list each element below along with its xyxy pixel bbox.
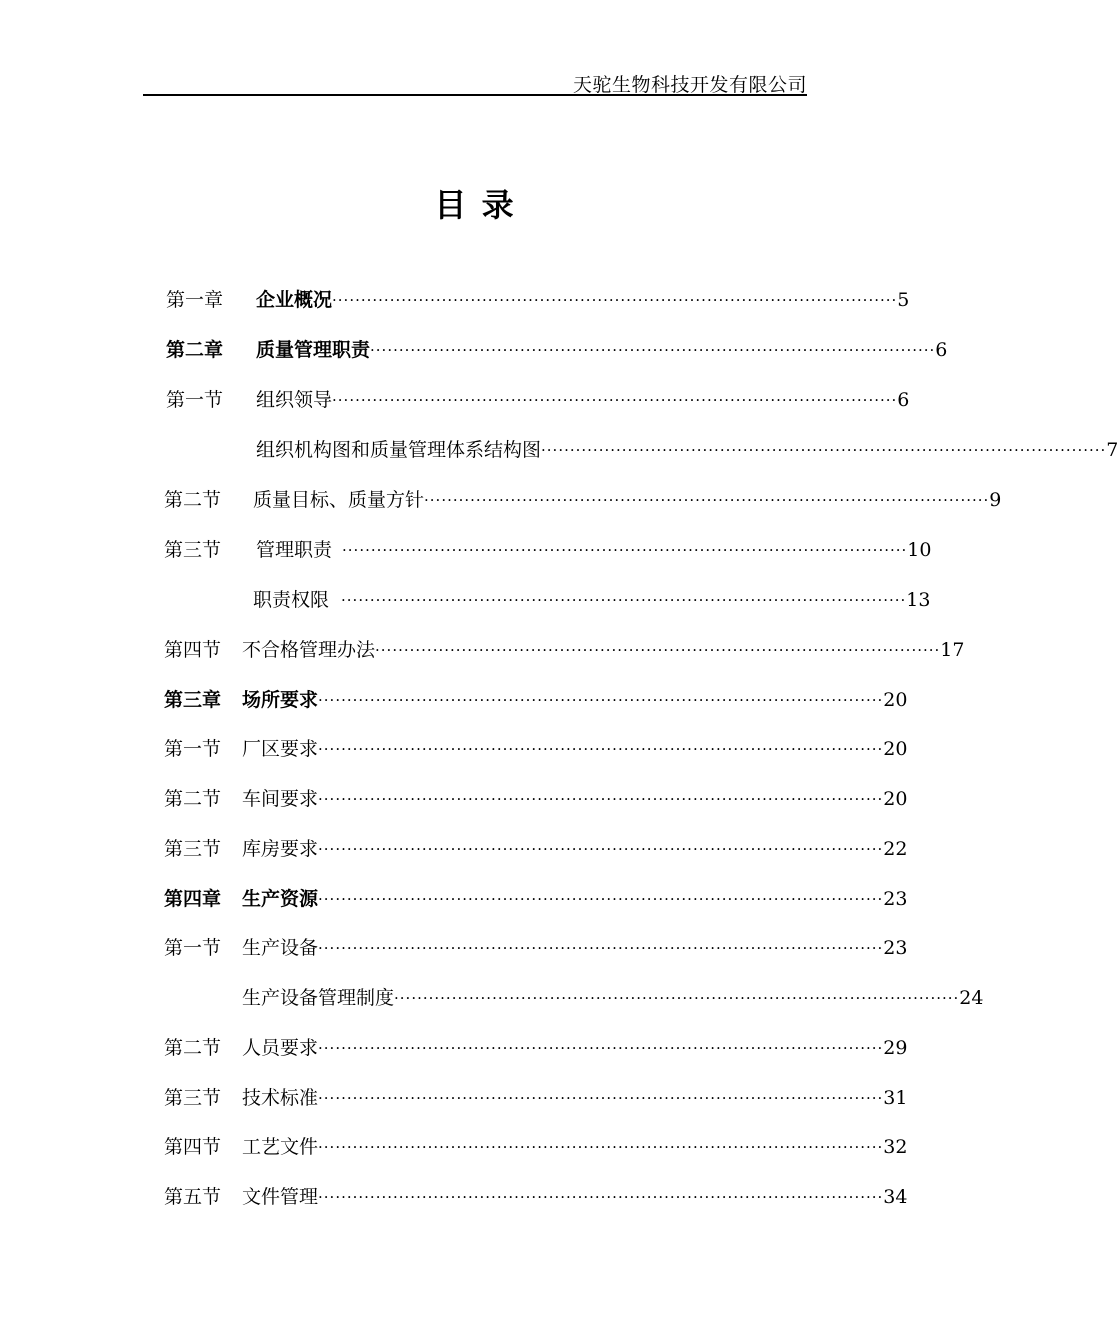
toc-entry[interactable] [242, 984, 984, 1012]
toc-entry-title: 厂区要求 [242, 738, 319, 760]
toc-leader: ·································································································· [318, 939, 884, 957]
toc-entry-title: 场所要求 [242, 689, 319, 711]
toc-entry-title: 质量目标、质量方针 [253, 489, 425, 511]
toc-leader: ·································································································· [332, 291, 898, 309]
toc-entry-page: 29 [883, 1037, 908, 1059]
company-name: 天驼生物科技开发有限公司 [572, 74, 807, 96]
toc-entry-page: 6 [897, 389, 910, 411]
toc-entry-title: 工艺文件 [242, 1136, 319, 1158]
toc-entry-page: 31 [883, 1087, 908, 1109]
toc-entry-title: 人员要求 [242, 1037, 319, 1059]
toc-leader: ·································································································· [318, 1138, 884, 1156]
toc-entry-title: 文件管理 [242, 1186, 319, 1208]
toc-entry[interactable] [164, 686, 908, 714]
toc-leader: ·································································································· [332, 391, 898, 409]
toc-entry-page: 5 [897, 289, 910, 311]
toc-entry[interactable] [253, 586, 931, 614]
toc-entry-label: 第三节 [164, 838, 222, 860]
toc-entry-title: 不合格管理办法 [242, 639, 376, 661]
toc-leader: ·································································································· [318, 890, 884, 908]
toc-entry-label: 第一节 [164, 738, 222, 760]
toc-entry[interactable] [256, 436, 1118, 464]
toc-entry-title: 车间要求 [242, 788, 319, 810]
toc-entry[interactable] [166, 336, 948, 364]
toc-entry[interactable] [164, 934, 908, 962]
toc-leader: ·································································································· [318, 1188, 884, 1206]
toc-entry-label: 第二节 [164, 489, 222, 511]
toc-entry-label: 第一节 [166, 389, 224, 411]
toc-entry-label: 第四节 [164, 1136, 222, 1158]
toc-entry-label: 第二章 [166, 339, 224, 361]
toc-leader: ·································································································· [541, 441, 1107, 459]
toc-entry-label: 第二节 [164, 1037, 222, 1059]
toc-entry-label: 第三节 [164, 539, 222, 561]
toc-entry-label: 第五节 [164, 1186, 222, 1208]
toc-entry[interactable] [164, 1183, 908, 1211]
toc-entry-title: 企业概况 [256, 289, 333, 311]
toc-entry-page: 22 [883, 838, 908, 860]
toc-entry[interactable] [166, 386, 910, 414]
toc-entry-title: 管理职责 [256, 539, 333, 561]
toc-entry-title: 组织领导 [256, 389, 333, 411]
toc-leader: ·································································································· [318, 790, 884, 808]
toc-entry-page: 7 [1106, 439, 1118, 461]
toc-entry[interactable] [164, 735, 908, 763]
toc-entry-label: 第二节 [164, 788, 222, 810]
toc-entry[interactable] [164, 835, 908, 863]
toc-entry-title: 生产设备管理制度 [242, 987, 395, 1009]
toc-entry-page: 9 [989, 489, 1002, 511]
toc-title: 目 录 [434, 186, 516, 224]
toc-entry-label: 第三节 [164, 1087, 222, 1109]
toc-entry[interactable] [164, 785, 908, 813]
toc-entry[interactable] [164, 636, 965, 664]
toc-entry[interactable] [164, 1084, 908, 1112]
toc-entry-page: 20 [883, 738, 908, 760]
toc-entry-label: 第三章 [164, 689, 222, 711]
toc-entry-title: 职责权限 [253, 589, 330, 611]
toc-entry-label: 第四节 [164, 639, 222, 661]
toc-entry-page: 23 [883, 888, 908, 910]
toc-entry-label: 第一章 [166, 289, 224, 311]
toc-leader: ·································································································· [318, 691, 884, 709]
toc-leader: ·································································································· [424, 491, 990, 509]
toc-entry-page: 32 [883, 1136, 908, 1158]
toc-entry-title: 库房要求 [242, 838, 319, 860]
toc-entry-page: 20 [883, 788, 908, 810]
toc-entry[interactable] [164, 1133, 908, 1161]
toc-leader: ·································································································· [342, 541, 908, 559]
toc-leader: ·································································································· [370, 341, 936, 359]
toc-entry-label: 第一节 [164, 937, 222, 959]
toc-entry-label: 第四章 [164, 888, 222, 910]
toc-entry[interactable] [164, 885, 908, 913]
toc-entry-title: 技术标准 [242, 1087, 319, 1109]
toc-entry-title: 生产设备 [242, 937, 319, 959]
toc-entry-page: 17 [940, 639, 965, 661]
toc-leader: ·································································································· [318, 1089, 884, 1107]
toc-leader: ·································································································· [318, 740, 884, 758]
toc-entry-page: 24 [959, 987, 984, 1009]
toc-entry[interactable] [166, 286, 910, 314]
toc-leader: ·································································································· [394, 989, 960, 1007]
toc-entry-page: 10 [907, 539, 932, 561]
toc-leader: ·································································································· [341, 591, 907, 609]
toc-entry-page: 6 [935, 339, 948, 361]
toc-entry-page: 34 [883, 1186, 908, 1208]
toc-entry[interactable] [164, 536, 932, 564]
toc-leader: ·································································································· [318, 840, 884, 858]
toc-entry-page: 20 [883, 689, 908, 711]
toc-leader: ·································································································· [375, 641, 941, 659]
toc-entry-title: 组织机构图和质量管理体系结构图 [256, 439, 542, 461]
toc-leader: ·································································································· [318, 1039, 884, 1057]
toc-entry[interactable] [164, 1034, 908, 1062]
toc-entry-title: 质量管理职责 [256, 339, 371, 361]
page-header [143, 60, 807, 96]
toc-entry[interactable] [164, 486, 1002, 514]
toc-entry-page: 13 [906, 589, 931, 611]
toc-entry-page: 23 [883, 937, 908, 959]
toc-entry-title: 生产资源 [242, 888, 319, 910]
